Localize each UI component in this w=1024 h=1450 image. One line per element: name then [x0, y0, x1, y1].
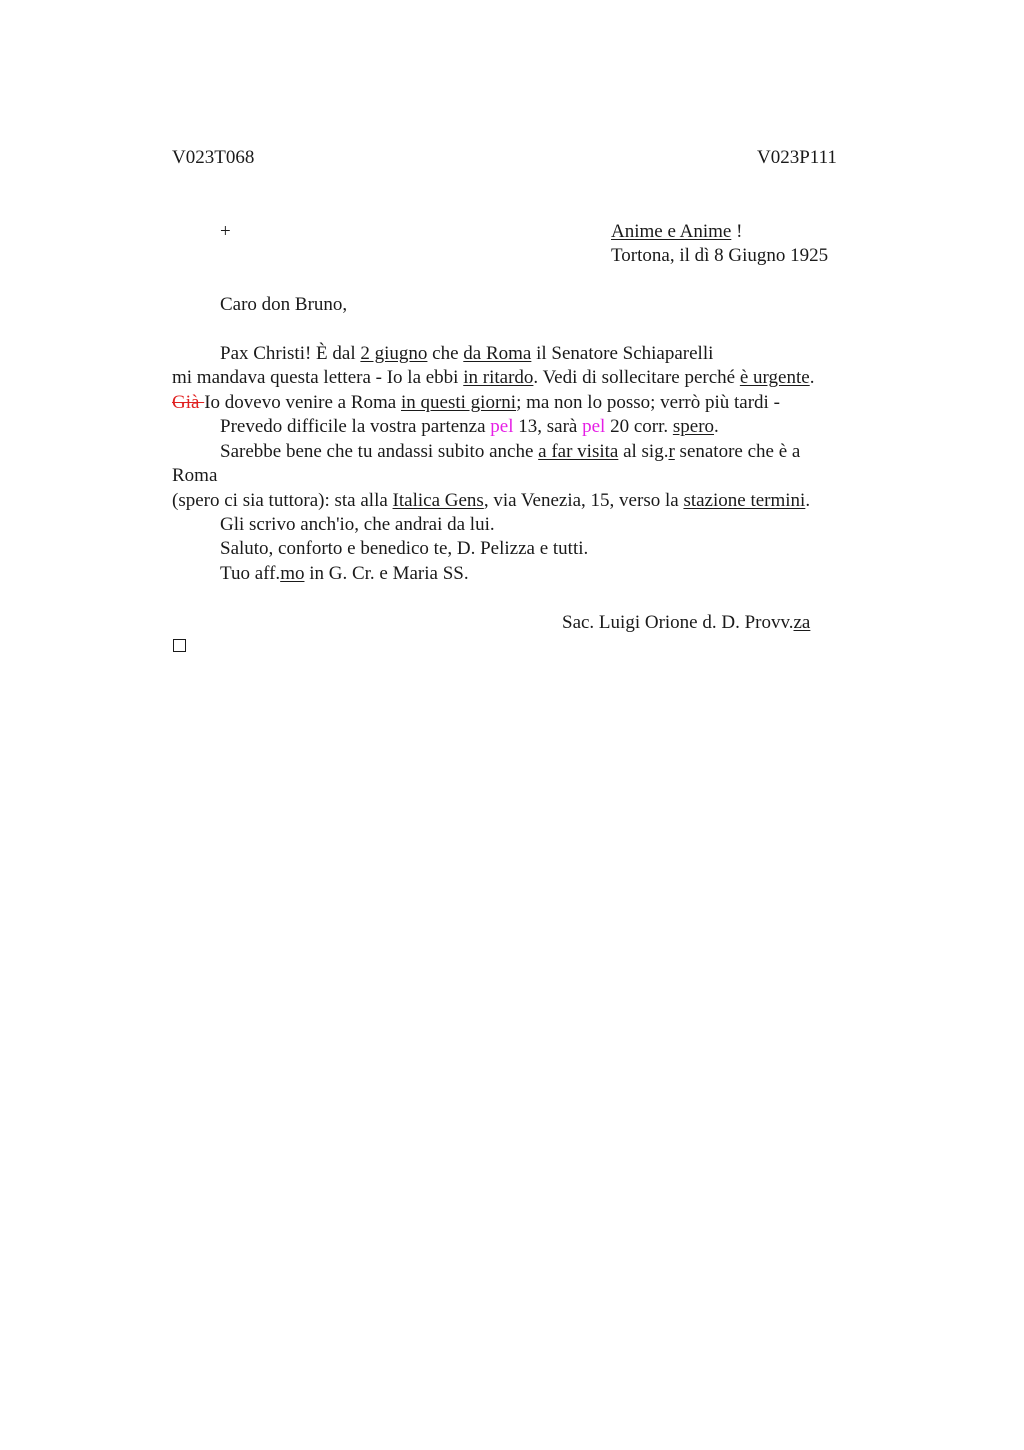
signature-suffix: za [793, 612, 811, 633]
body-line-7 [172, 489, 810, 513]
body-line-4 [220, 415, 719, 439]
text-run: al sig. [618, 441, 669, 462]
underlined-text: è urgente [739, 367, 810, 388]
salutation: Caro don Bruno, [220, 294, 348, 315]
text-run: 13, sarà [513, 416, 583, 437]
place-date: Tortona, il dì 8 Giugno 1925 [611, 245, 829, 266]
text-run: senatore che è a [674, 441, 801, 462]
text-run: mi mandava questa lettera - Io la ebbi [172, 367, 464, 388]
text-run: 20 corr. [605, 416, 673, 437]
underlined-text: in questi giorni [401, 392, 517, 413]
text-run: Sarebbe bene che tu andassi subito anche [220, 441, 539, 462]
text-run: (spero ci sia tuttora): sta alla [172, 490, 393, 511]
underlined-text: Italica Gens [392, 490, 484, 511]
text-run: che [427, 343, 464, 364]
document-code-left: V023T068 [172, 147, 255, 168]
empty-square-icon [173, 639, 186, 652]
body-line-9: Saluto, conforto e benedico te, D. Pelizza e tutti. [220, 538, 589, 559]
text-run: Tuo aff. [220, 563, 281, 584]
body-line-6: Roma [172, 465, 218, 486]
highlighted-text: pel [490, 416, 514, 437]
motto-text: Anime e Anime [611, 221, 732, 242]
underlined-text: 2 giugno [360, 343, 428, 364]
body-line-3 [172, 391, 780, 415]
struck-out-text: Già [172, 392, 205, 413]
text-run: . [805, 490, 811, 511]
underlined-text: stazione termini [683, 490, 806, 511]
text-run: Pax Christi! È dal [220, 343, 361, 364]
motto-punctuation: ! [731, 221, 743, 242]
underlined-text: da Roma [463, 343, 532, 364]
underlined-text: spero [672, 416, 715, 437]
underlined-text: mo [280, 563, 305, 584]
document-code-right: V023P111 [757, 147, 837, 168]
text-run: . [714, 416, 719, 437]
motto [611, 220, 742, 244]
text-run: . Vedi di sollecitare perché [533, 367, 740, 388]
text-run: il Senatore Schiaparelli [531, 343, 714, 364]
highlighted-text: pel [582, 416, 606, 437]
body-line-10 [220, 562, 469, 586]
text-run: , via Venezia, 15, verso la [483, 490, 684, 511]
body-line-8: Gli scrivo anch'io, che andrai da lui. [220, 514, 495, 535]
text-run: . [809, 367, 815, 388]
text-run: Prevedo difficile la vostra partenza [220, 416, 491, 437]
body-line-2 [172, 366, 814, 390]
cross-mark: + [220, 221, 231, 242]
text-run: ; ma non lo posso; verrò più tardi - [516, 392, 780, 413]
underlined-text: a far visita [538, 441, 619, 462]
body-line-5 [220, 440, 800, 464]
body-line-1 [220, 342, 713, 366]
underlined-text: in ritardo [463, 367, 534, 388]
underlined-text: r [668, 441, 675, 462]
signature [562, 611, 810, 635]
signature-text: Sac. Luigi Orione d. D. Provv. [562, 612, 794, 633]
text-run: Io dovevo venire a Roma [204, 392, 401, 413]
text-run: in G. Cr. e Maria SS. [304, 563, 469, 584]
